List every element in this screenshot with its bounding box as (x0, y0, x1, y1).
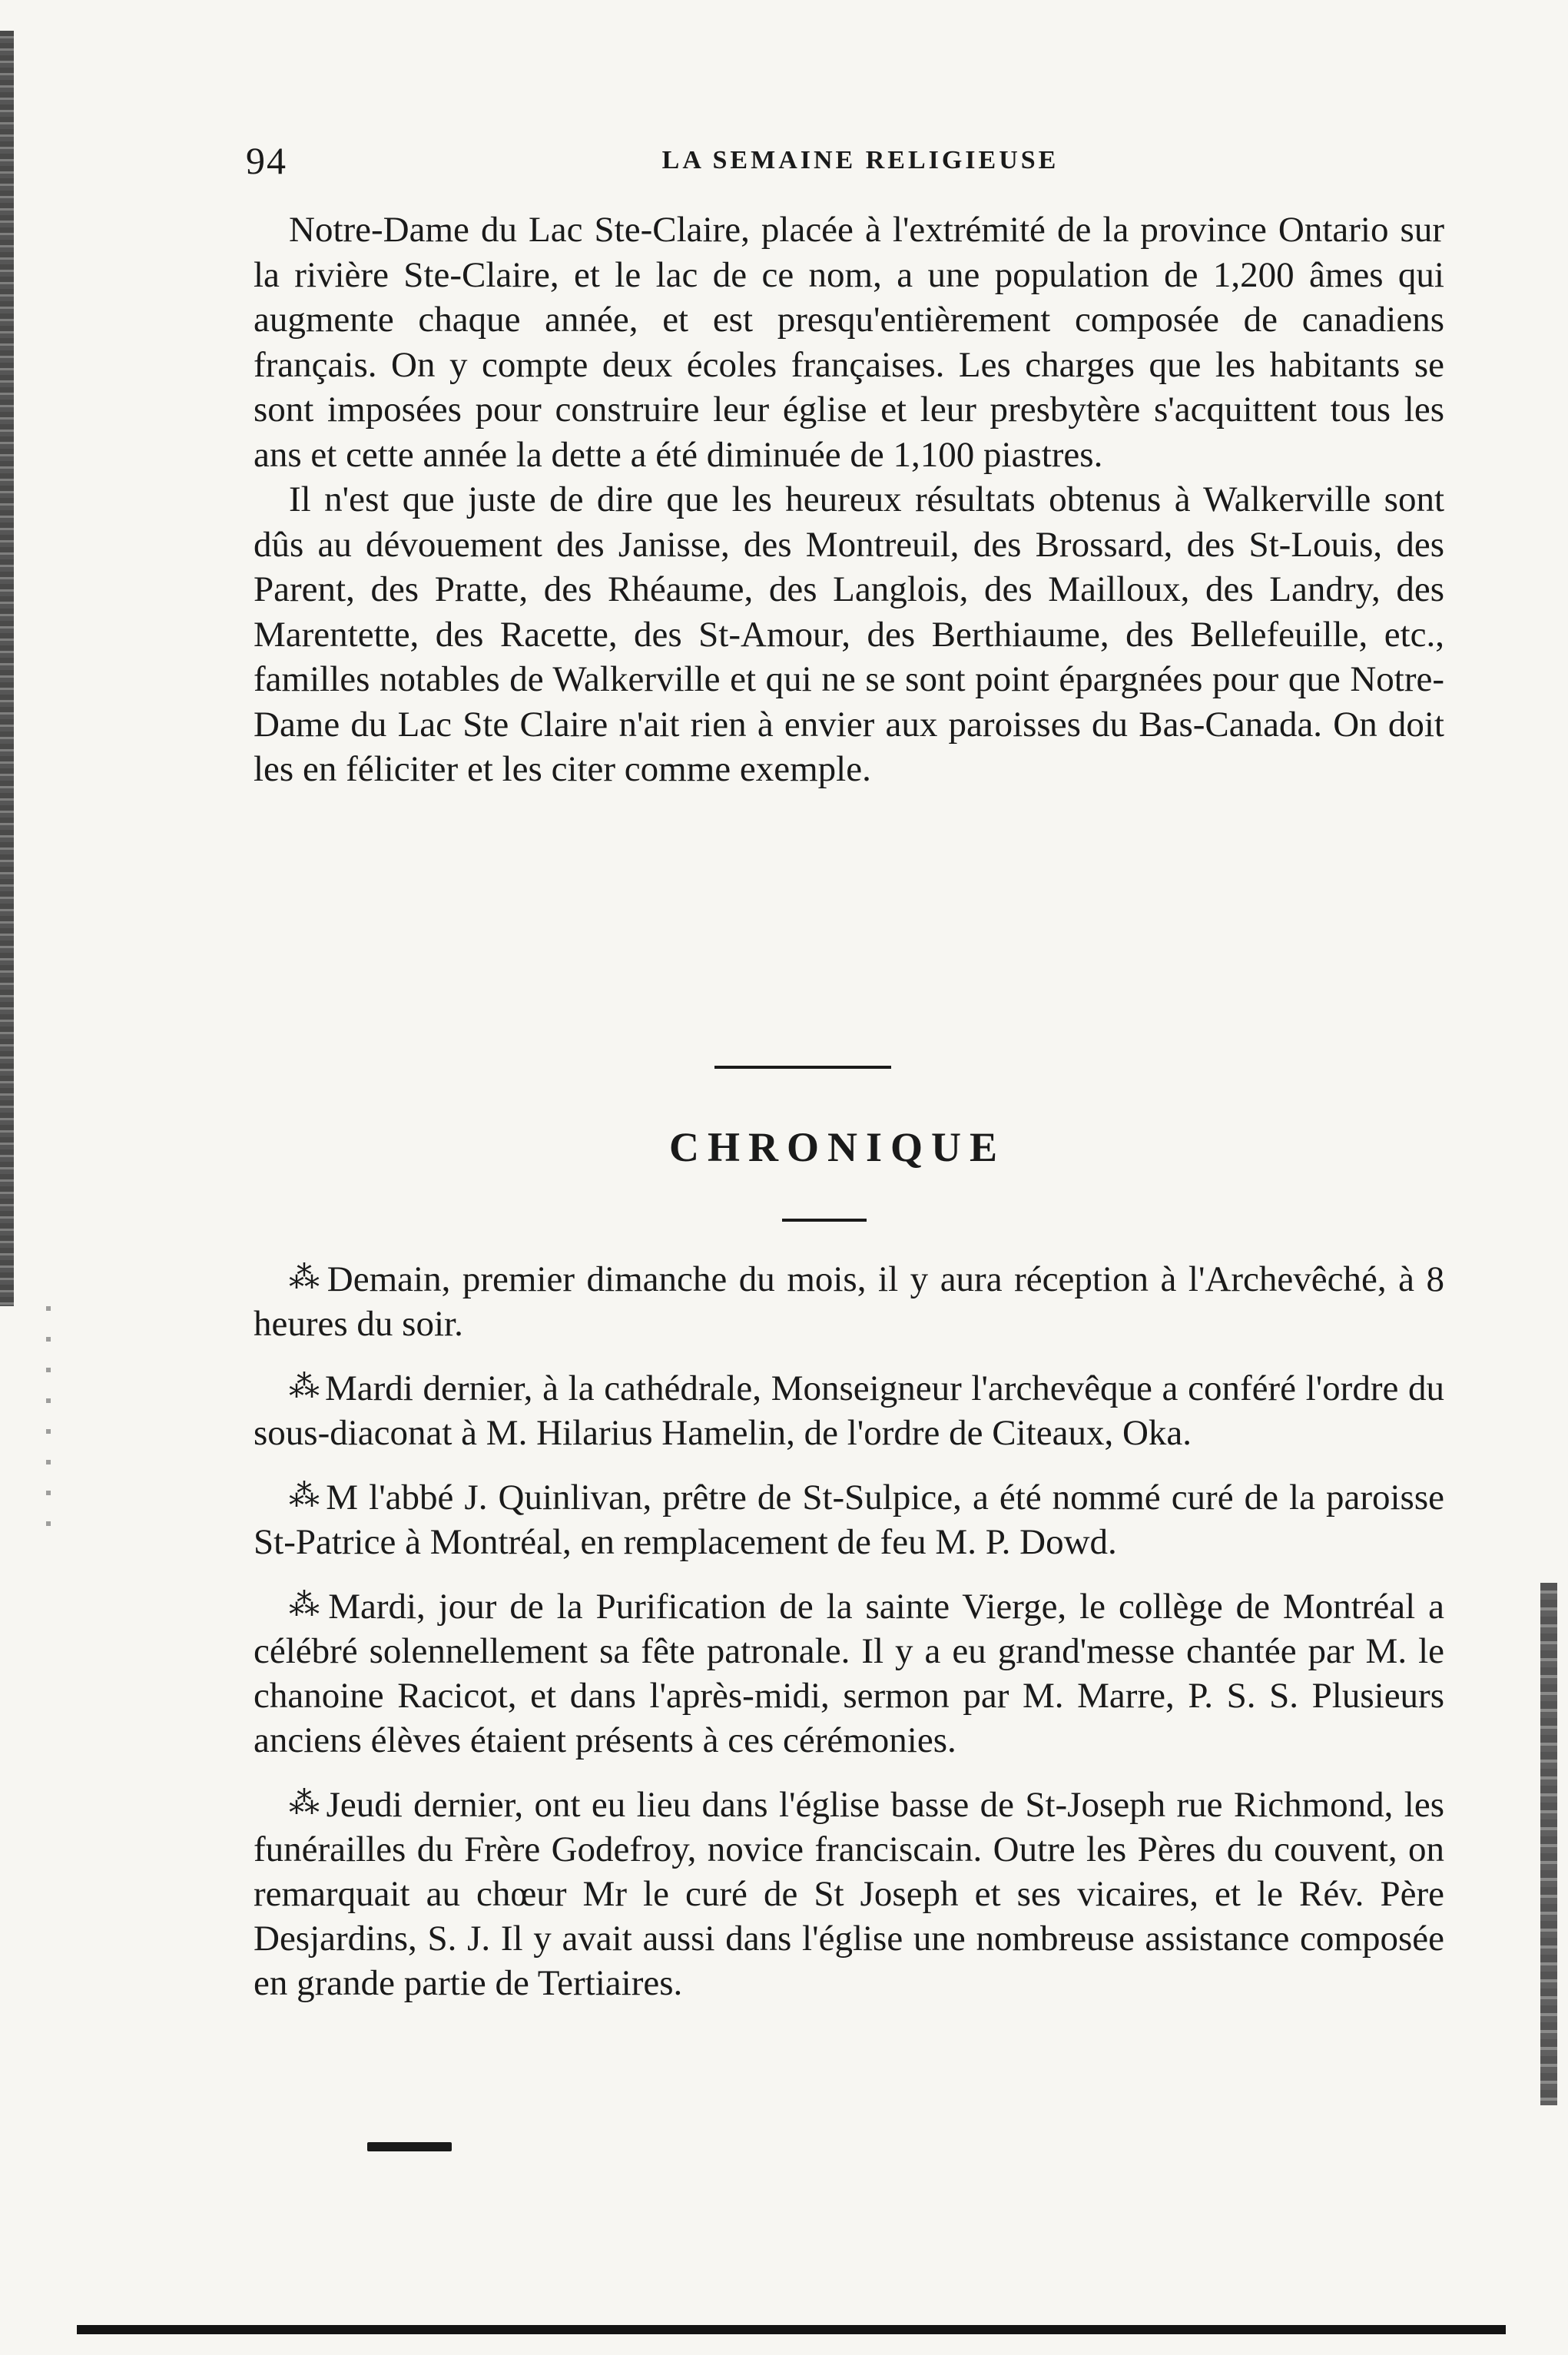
left-binding-edge (0, 31, 14, 1306)
asterism-icon: ⁂ (289, 1786, 320, 1820)
asterism-icon: ⁂ (289, 1260, 321, 1295)
section-divider (714, 1066, 891, 1069)
news-item (254, 1365, 1444, 1455)
title-underline (782, 1219, 867, 1222)
news-item-text: Jeudi dernier, ont eu lieu dans l'église basse de St-Joseph rue Richmond, les funérailles du Frère Godefroy, novice franciscain. Outre les Pères du couvent, on remarquait au chœur Mr le curé de St Joseph et ses vicaires, et le Rév. Père Desjardins, S. J. Il y avait aussi dans l'église une nombreuse assistance composée en grande partie de Tertiaires. (254, 1785, 1444, 2003)
news-item (254, 1474, 1444, 1564)
right-binding-edge (1540, 1583, 1557, 2105)
news-item (254, 1781, 1444, 2005)
article-body (254, 207, 1444, 792)
news-item (254, 1255, 1444, 1346)
page-header (246, 138, 1444, 192)
news-item (254, 1583, 1444, 1763)
news-item-text: M l'abbé J. Quinlivan, prêtre de St-Sulpice, a été nommé curé de la paroisse St-Patrice à Montréal, en remplacement de feu M. P. Dowd. (254, 1478, 1444, 1562)
end-mark (367, 2142, 452, 2151)
news-item-text: Demain, premier dimanche du mois, il y aura réception à l'Archevêché, à 8 heures du soir. (254, 1259, 1445, 1344)
news-item-text: Mardi dernier, à la cathédrale, Monseigneur l'archevêque a conféré l'ordre du sous-diaconat à M. Hilarius Hamelin, de l'ordre de Citeaux, Oka. (254, 1368, 1445, 1453)
left-margin-specks (46, 1306, 51, 1537)
article-paragraph: Notre-Dame du Lac Ste-Claire, placée à l'extrémité de la province Ontario sur la rivière Ste-Claire, et le lac de ce nom, a une population de 1,200 âmes qui augmente chaque année, et est presqu'entièrement composée de canadiens français. On y compte deux écoles françaises. Les charges que les habitants se sont imposées pour construire leur église et leur presbytère s'acquittent tous les ans et cette année la dette a été diminuée de 1,100 piastres. (254, 210, 1444, 475)
asterism-icon: ⁂ (289, 1478, 320, 1513)
article-paragraph: Il n'est que juste de dire que les heureux résultats obtenus à Walkerville sont dûs au dévouement des Janisse, des Montreuil, des Brossard, des St-Louis, des Parent, des Pratte, des Rhéaume, des Langlois, des Mailloux, des Landry, des Marentette, des Racette, des St-Amour, des Berthiaume, des Bellefeuille, etc., familles notables de Walkerville et qui ne se sont point épargnées pour que Notre-Dame du Lac Ste Claire n'ait rien à envier aux paroisses du Bas-Canada. On doit les en féliciter et les citer comme exemple. (254, 479, 1444, 789)
running-head: LA SEMAINE RELIGIEUSE (661, 146, 1059, 174)
chronique-list (254, 1255, 1444, 2024)
asterism-icon: ⁂ (289, 1587, 323, 1622)
news-item-text: Mardi, jour de la Purification de la sainte Vierge, le collège de Montréal a célébré solennellement sa fête patronale. Il y a eu grand'messe chantée par M. le chanoine Racicot, et dans l'après-midi, sermon par M. Marre, P. S. S. Plusieurs anciens élèves étaient présents à ces cérémonies. (254, 1587, 1444, 1760)
asterism-icon: ⁂ (289, 1369, 319, 1404)
page-bottom-edge (77, 2325, 1506, 2334)
page-number: 94 (246, 139, 287, 182)
chronique-title: CHRONIQUE (668, 1124, 1006, 1170)
